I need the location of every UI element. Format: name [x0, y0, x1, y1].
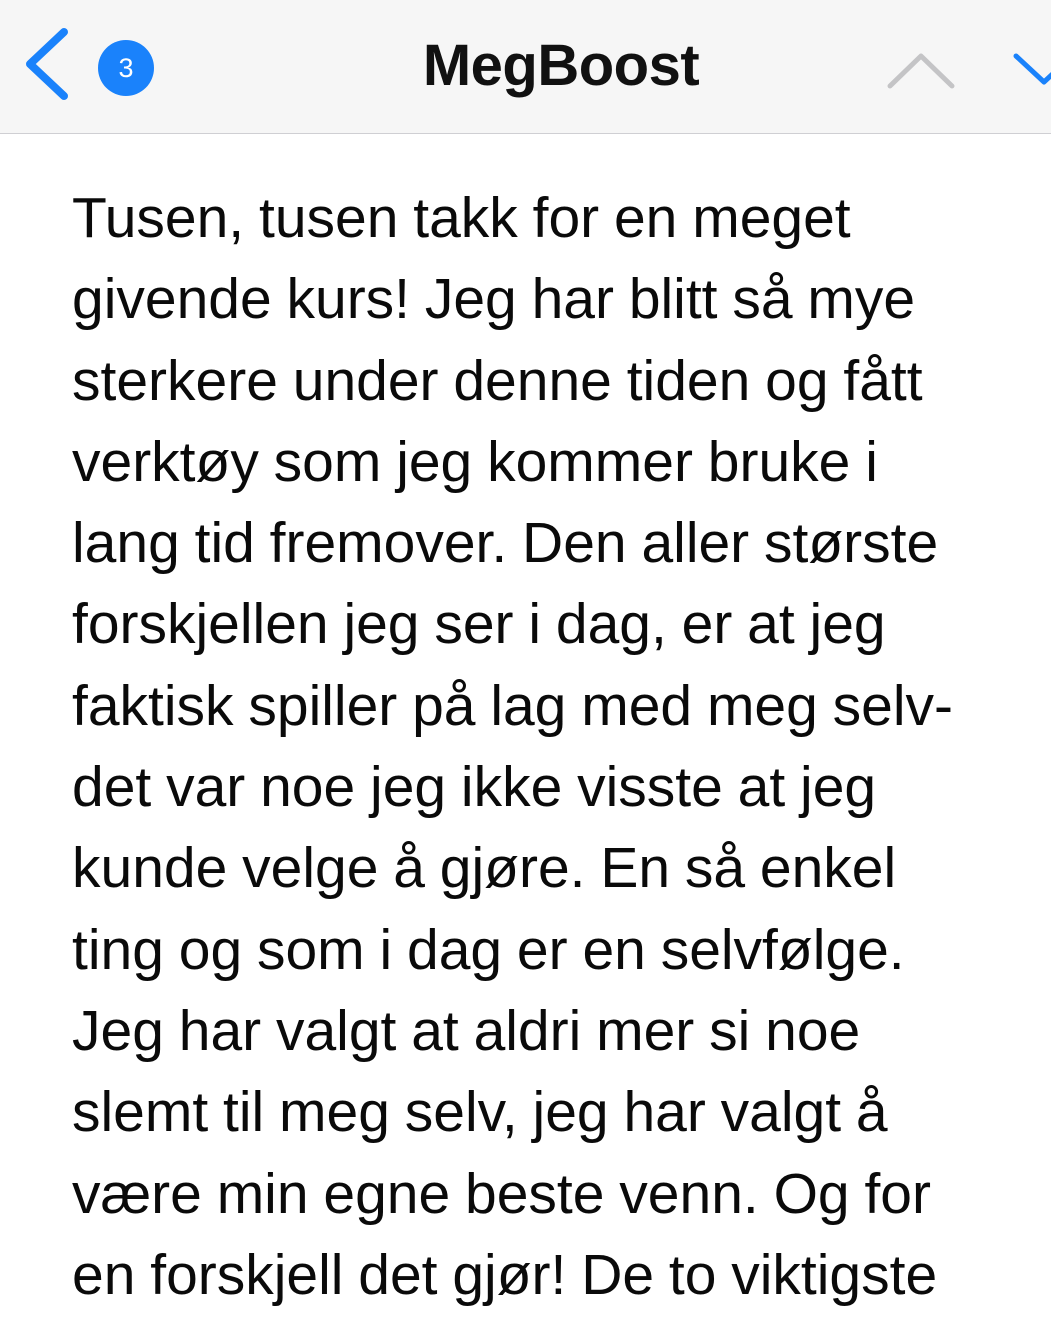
message-line: forskjellen jeg ser i dag, er at jeg	[72, 592, 886, 657]
message-line: kunde velge å gjøre. En så enkel	[72, 836, 897, 901]
message-line: Tusen, tusen takk for en meget	[72, 186, 851, 250]
chevron-up-icon[interactable]	[884, 48, 958, 92]
message-line: sterkere under denne tiden og fått	[72, 348, 923, 413]
message-line: givende kurs! Jeg har blitt så mye	[72, 267, 916, 332]
unread-count-badge[interactable]: 3	[98, 40, 154, 96]
message-line: Jeg har valgt at aldri mer si noe	[72, 998, 861, 1063]
mailbox-title: MegBoost	[422, 33, 700, 98]
message-line: faktisk spiller på lag med meg selv-	[72, 673, 954, 738]
navigation-bar	[0, 0, 1051, 134]
message-text	[72, 178, 1032, 1316]
message-line: en forskjell det gjør! De to viktigste	[72, 1242, 938, 1307]
message-line: verktøy som jeg kommer bruke i	[72, 429, 878, 494]
message-line: ting og som i dag er en selvfølge.	[72, 917, 905, 982]
message-body	[72, 178, 1032, 1338]
message-line: være min egne beste venn. Og for	[72, 1161, 931, 1226]
message-line: lang tid fremover. Den aller største	[72, 511, 939, 576]
chevron-down-icon[interactable]	[1008, 46, 1051, 90]
message-line: slemt til meg selv, jeg har valgt å	[72, 1080, 888, 1145]
message-line: det var noe jeg ikke visste at jeg	[72, 755, 877, 820]
